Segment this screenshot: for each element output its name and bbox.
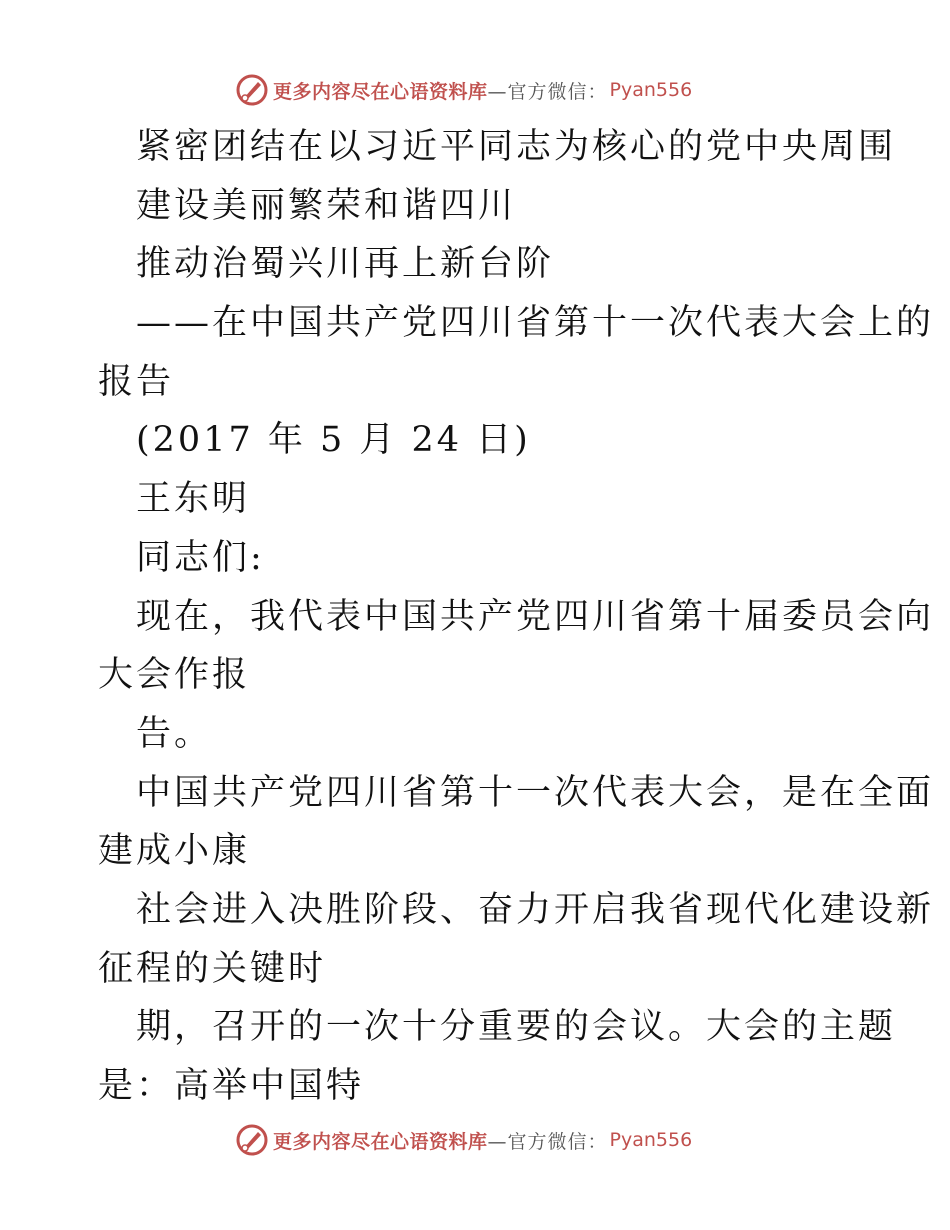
text-line: 是：高举中国特	[98, 1066, 365, 1106]
text-line: 报告	[98, 361, 175, 402]
body-text	[98, 118, 935, 1116]
text-line: 期，召开的一次十分重要的会议。大会的主题	[136, 1007, 897, 1048]
text-line: 同志们:	[136, 537, 265, 578]
text-line: 推动治蜀兴川再上新台阶	[136, 244, 555, 285]
text-line: 中国共产党四川省第十一次代表大会，是在全面	[136, 772, 935, 813]
text-line: 告。	[136, 713, 213, 754]
watermark-text-wechat-label: —官方微信：	[487, 1130, 608, 1153]
text-line: 征程的关键时	[98, 948, 327, 989]
text-line: 紧密团结在以习近平同志为核心的党中央周围	[136, 127, 897, 167]
text-line: 社会进入决胜阶段、奋力开启我省现代化建设新	[136, 889, 935, 930]
header-watermark	[235, 73, 692, 107]
pen-logo-icon	[235, 1123, 269, 1157]
text-line: 现在，我代表中国共产党四川省第十届委员会向	[136, 596, 935, 637]
watermark-text-wechat-label: —官方微信：	[487, 80, 608, 103]
watermark-text-wechat-id: Pyan556	[609, 1129, 693, 1151]
text-line: (2017 年 5 月 24 日)	[136, 420, 531, 461]
text-line: 王东明	[136, 479, 251, 520]
pen-logo-icon	[235, 73, 269, 107]
text-line: 大会作报	[98, 655, 251, 696]
watermark-text-wechat-id: Pyan556	[609, 79, 693, 101]
text-line: ——在中国共产党四川省第十一次代表大会上的	[136, 303, 935, 344]
text-line: 建设美丽繁荣和谐四川	[136, 185, 517, 226]
footer-watermark	[235, 1123, 692, 1157]
watermark-text-site: 更多内容尽在心语资料库	[273, 1130, 488, 1153]
watermark-text-site: 更多内容尽在心语资料库	[273, 80, 488, 103]
text-line: 建成小康	[98, 831, 251, 872]
